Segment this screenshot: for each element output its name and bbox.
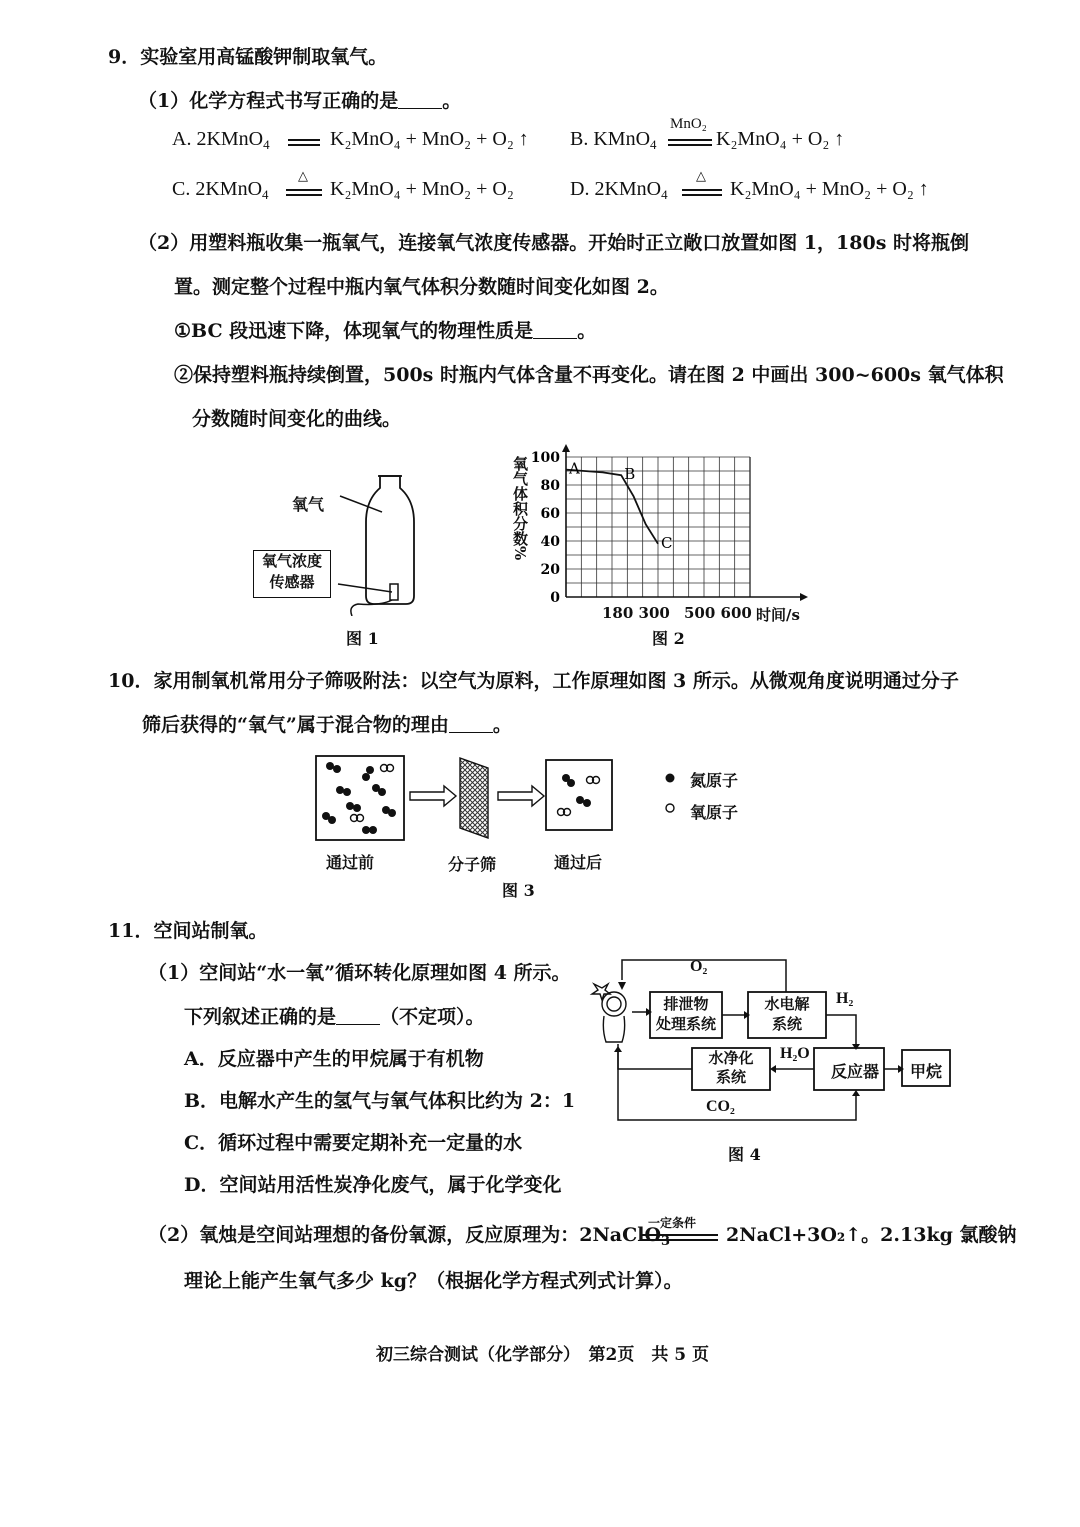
option-a: A. 2KMnO$_4$ [172,128,270,152]
fig1-oxygen-label: 氧气 [292,495,325,514]
chart-axes [562,444,808,601]
q11-p1-line2: 下列叙述正确的是 （不定项）。 [184,1006,485,1028]
page-footer: 初三综合测试（化学部分） 第2页 共 5 页 [376,1345,709,1365]
q11-option-d: D．空间站用活性炭净化废气，属于化学变化 [184,1174,562,1196]
q11-p1-line1: （1）空间站“水一氧”循环转化原理如图 4 所示。 [148,962,571,984]
fig4-box2-line1: 水电解 [764,995,810,1013]
y-tick-label: 20 [540,562,560,578]
fig1-sensor-box [253,550,331,598]
fig2-caption: 图 2 [652,629,685,648]
equals-sign-q11 [640,1233,718,1243]
equals-sign-a [288,138,320,148]
fig4-h2o: H₂O [780,1045,810,1062]
q9-p1: （1）化学方程式书写正确的是 。 [138,90,462,112]
fig3-sieve-label: 分子筛 [448,855,497,874]
fig1-sensor-line1: 氧气浓度 [261,552,322,570]
q11-title: 11．空间站制氧。 [108,920,268,942]
fig3-after-label: 通过后 [554,853,603,872]
q11-option-b: B．电解水产生的氢气与氧气体积比约为 2：1 [184,1090,576,1112]
q9-p2-b-line2: 分数随时间变化的曲线。 [192,408,402,430]
option-c: C. 2KMnO$_4$ [172,178,269,202]
option-d-products: K₂MnO₄ + MnO₂ + O₂ ↑ [730,178,929,200]
fig4-box1-line2: 处理系统 [655,1015,716,1033]
q11-p2-line1-post: 2NaCl+3O₂↑。2.13kg 氯酸钠 [726,1224,1017,1246]
y-tick-label: 40 [540,534,560,550]
fig2-xticks-1: 180 300 [602,604,670,622]
fig4-box2 [748,994,826,1034]
q10-line2: 筛后获得的“氧气”属于混合物的理由 。 [142,714,512,736]
q9-title: 9．实验室用高锰酸钾制取氧气。 [108,46,388,68]
fig3-caption: 图 3 [502,881,535,900]
q11-option-a: A．反应器中产生的甲烷属于有机物 [184,1048,484,1070]
q9-p2-b-line1: ②保持塑料瓶持续倒置，500s 时瓶内气体含量不再变化。请在图 2 中画出 300~600s 氧气体积 [174,364,1004,386]
option-d: D. 2KMnO$_4$ [570,178,668,202]
answer-blank[interactable] [533,320,577,339]
fig1-sensor-line2: 传感器 [269,573,315,591]
astronaut-icon [592,984,626,1042]
answer-blank[interactable] [398,90,442,109]
point-label-A: A [569,459,580,478]
q11-option-c: C．循环过程中需要定期补充一定量的水 [184,1132,523,1154]
fig3-before-label: 通过前 [326,853,375,872]
fig4-box3 [692,1049,770,1087]
point-label-B: B [624,465,636,484]
fig4-box2-line2: 系统 [771,1015,802,1033]
fig4-co2: CO₂ [706,1098,735,1115]
fig1-caption: 图 1 [346,629,379,648]
y-tick-label: 60 [540,506,560,522]
fig4-box1-line1: 排泄物 [663,995,709,1013]
option-a-products: K₂MnO₄ + MnO₂ + O₂ ↑ [330,128,529,150]
equals-sign-b [668,138,712,148]
fig4-reactor: 反应器 [830,1062,879,1081]
y-tick-label: 100 [530,450,560,466]
fig4-h2: H₂ [836,990,854,1007]
q10-line1: 10．家用制氧机常用分子筛吸附法：以空气为原料，工作原理如图 3 所示。从微观角度说明通过分子 [108,670,959,692]
q9-p2-a: ①BC 段迅速下降，体现氧气的物理性质是 。 [174,320,597,342]
fig4-methane: 甲烷 [909,1062,942,1081]
q11-p2-condition: 一定条件 [648,1216,697,1230]
option-b: B. KMnO$_4$ [570,128,657,152]
option-d-condition: △ [696,168,706,183]
q9-p2-line2: 置。测定整个过程中瓶内氧气体积分数随时间变化如图 2。 [174,276,669,298]
option-b-products: K₂MnO₄ + O₂ ↑ [716,128,845,150]
fig2-xlabel: 时间/s [756,606,800,624]
fig3-legend-nitrogen: 氮原子 [690,771,739,790]
fig4-o2: O₂ [690,958,708,975]
q11-p2-line2: 理论上能产生氧气多少 kg？（根据化学方程式列式计算）。 [184,1270,683,1292]
fig4-box1 [650,994,722,1034]
y-tick-label: 80 [540,478,560,494]
option-c-products: K₂MnO₄ + MnO₂ + O₂ [330,178,514,200]
fig3-legend-oxygen: 氧原子 [690,803,739,822]
fig2-ylabel: 氧气体积分数% [511,456,529,561]
q9-p2-line1: （2）用塑料瓶收集一瓶氧气，连接氧气浓度传感器。开始时正立敞口放置如图 1，180s 时将瓶倒 [138,232,970,254]
fig4-caption: 图 4 [728,1145,761,1164]
y-tick-label: 0 [550,590,560,606]
chart-grid [566,457,750,597]
fig4-box3-line2: 系统 [715,1068,746,1086]
figure-4-flow-diagram [580,944,980,1134]
answer-blank[interactable] [336,1006,380,1025]
option-c-condition: △ [298,168,308,183]
q11-p2-line1: （2）氧烛是空间站理想的备份氧源，反应原理为：2NaClO$_3$ [148,1224,671,1249]
equals-sign-d [682,188,722,198]
point-label-C: C [661,533,673,552]
equals-sign-c [286,188,322,198]
fig4-box3-line1: 水净化 [708,1049,754,1067]
answer-blank[interactable] [449,714,493,733]
option-b-condition: MnO₂ [670,116,707,132]
fig2-xticks-2: 500 600 [684,604,752,622]
